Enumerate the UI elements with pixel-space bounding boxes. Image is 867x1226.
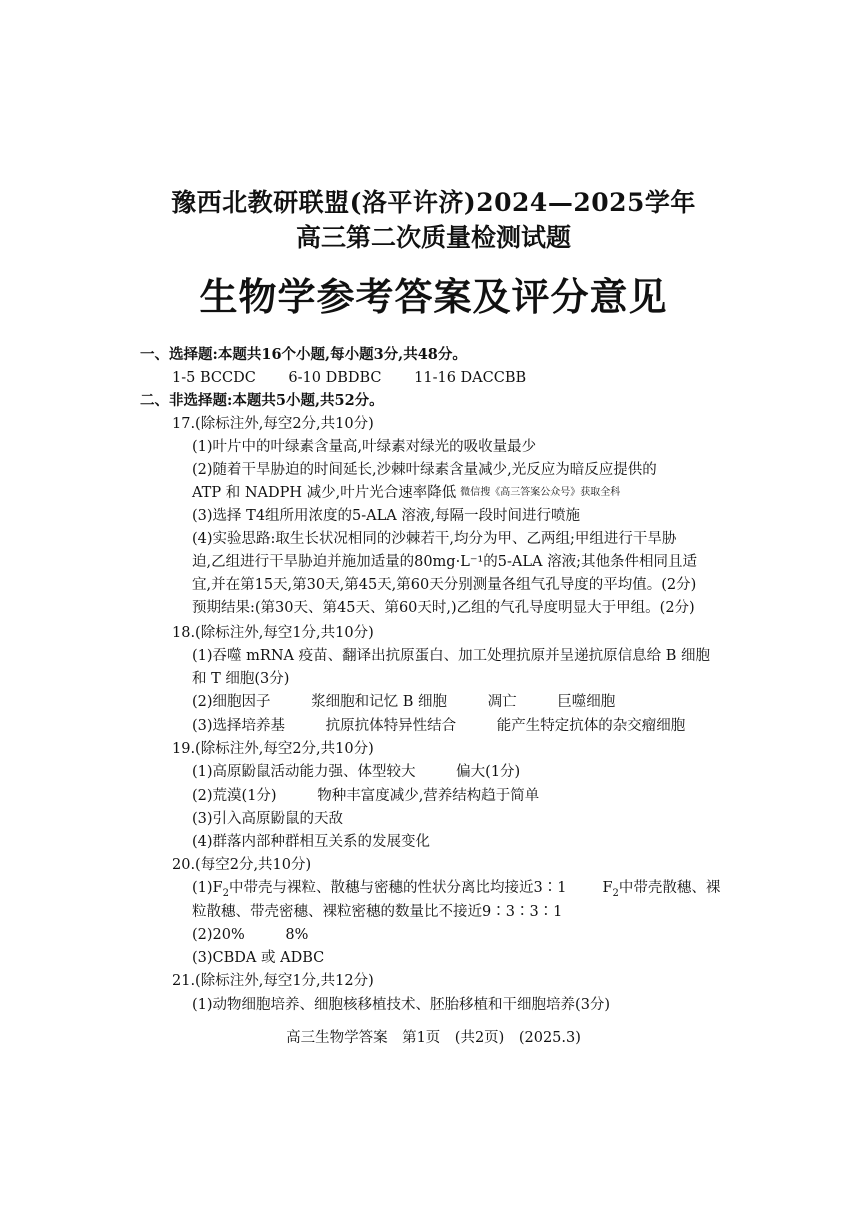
q18-answer-3: [192, 716, 685, 736]
q18-heading: 18.(除标注外,每空1分,共10分): [172, 625, 374, 641]
q19-answer-3: (3)引入高原鼢鼠的天敌: [192, 811, 344, 827]
section2-heading: 二、非选择题:本题共5小题,共52分。: [140, 392, 384, 409]
q18-answer-2: [192, 692, 615, 712]
q20-answer-2-blank1: (2)20%: [192, 927, 245, 943]
q20-answer-2: [192, 925, 308, 945]
q19-answer-2: [192, 786, 539, 806]
q17-answer-1: (1)叶片中的叶绿素含量高,叶绿素对绿光的吸收量最少: [192, 439, 537, 455]
document-title: 生物学参考答案及评分意见: [199, 274, 668, 319]
q19-answer-2-blank1: (2)荒漠(1分): [192, 788, 277, 804]
q19-answer-4: (4)群落内部种群相互关系的发展变化: [192, 834, 431, 850]
exam-union-title: 豫西北教研联盟(洛平许济)2024—2025学年: [171, 188, 696, 217]
q18-answer-2-blank4: 巨噬细胞: [557, 694, 616, 710]
q18-answer-2-blank2: 浆细胞和记忆 B 细胞: [311, 694, 448, 710]
q19-answer-1-blank1: (1)高原鼢鼠活动能力强、体型较大: [192, 764, 416, 780]
q21-heading: 21.(除标注外,每空1分,共12分): [172, 973, 374, 989]
q18-answer-3-blank3: 能产生特定抗体的杂交瘤细胞: [496, 718, 686, 734]
q17-answer-2-text: ATP 和 NADPH 减少,叶片光合速率降低: [192, 485, 457, 501]
mc-answers-11-16: 11-16 DACCBB: [414, 370, 527, 386]
q21-answer-1: (1)动物细胞培养、细胞核移植技术、胚胎移植和干细胞培养(3分): [192, 997, 611, 1013]
q20-answer-2-blank2: 8%: [285, 927, 309, 943]
q20-answer-3: (3)CBDA 或 ADBC: [192, 950, 325, 966]
section1-heading: 一、选择题:本题共16个小题,每小题3分,共48分。: [140, 346, 467, 363]
q17-answer-4-line3: 宜,并在第15天,第30天,第45天,第60天分别测量各组气孔导度的平均值。(2分): [192, 577, 697, 593]
q18-answer-1-line1: (1)吞噬 mRNA 疫苗、翻译出抗原蛋白、加工处理抗原并呈递抗原信息给 B 细胞: [192, 648, 710, 664]
mc-answers-6-10: 6-10 DBDBC: [288, 370, 382, 386]
q18-answer-3-blank2: 抗原抗体特异性结合: [325, 718, 457, 734]
q19-answer-1-blank2: 偏大(1分): [456, 764, 521, 780]
mc-answers-1-5: 1-5 BCCDC: [172, 370, 256, 386]
mc-answers: [172, 368, 526, 388]
q18-answer-1-line2: 和 T 细胞(3分): [192, 671, 290, 687]
q18-answer-2-blank3: 凋亡: [487, 694, 517, 710]
q19-answer-2-blank2: 物种丰富度减少,营养结构趋于简单: [317, 788, 540, 804]
q19-answer-1: [192, 762, 520, 782]
q19-heading: 19.(除标注外,每空2分,共10分): [172, 741, 374, 757]
q17-heading: 17.(除标注外,每空2分,共10分): [172, 416, 374, 432]
q18-answer-2-blank1: (2)细胞因子: [192, 694, 271, 710]
q17-answer-3: (3)选择 T4组所用浓度的5-ALA 溶液,每隔一段时间进行喷施: [192, 508, 580, 524]
exam-name-title: 高三第二次质量检测试题: [295, 223, 571, 252]
q17-answer-4-line2: 迫,乙组进行干旱胁迫并施加适量的80mg·L⁻¹的5-ALA 溶液;其他条件相同且适: [192, 554, 697, 570]
q17-answer-4-line1: (4)实验思路:取生长状况相同的沙棘若干,均分为甲、乙两组;甲组进行干旱胁: [192, 531, 677, 547]
q17-answer-4-line4: 预期结果:(第30天、第45天、第60天时,)乙组的气孔导度明显大于甲组。(2分): [192, 600, 695, 616]
q17-answer-2-line2: [192, 483, 620, 503]
q20-answer-1-line1: $(1)F_2$中带壳与裸粒、散穗与密穗的性状分离比均接近3∶1 $F_2$中带壳散穗、裸: [192, 880, 721, 899]
q20-heading: 20.(每空2分,共10分): [172, 857, 312, 873]
q17-answer-2-line1: (2)随着干旱胁迫的时间延长,沙棘叶绿素含量减少,光反应为暗反应提供的: [192, 462, 657, 478]
watermark-text: 微信搜《高三答案公众号》获取全科: [460, 487, 621, 498]
q18-answer-3-blank1: (3)选择培养基: [192, 718, 286, 734]
page-footer: 高三生物学答案 第1页 (共2页) (2025.3): [286, 1030, 581, 1046]
q20-answer-1-line2: 粒散穗、带壳密穗、裸粒密穗的数量比不接近9∶3∶3∶1: [192, 904, 563, 920]
